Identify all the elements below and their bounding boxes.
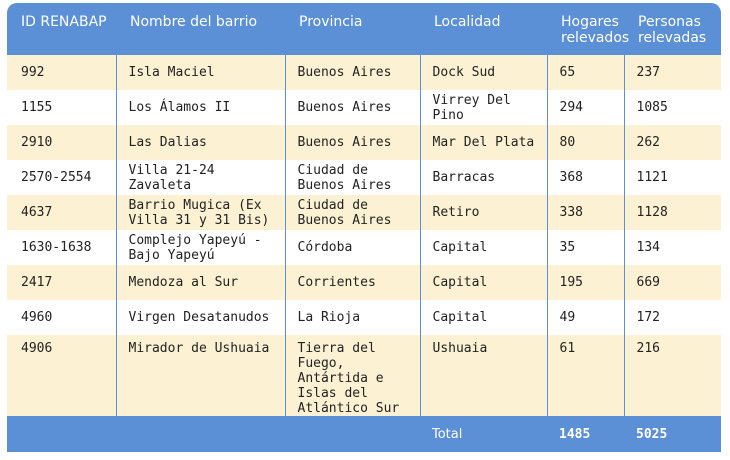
cell-hogares: 49 [547,300,624,335]
total-personas: 5025 [624,416,721,452]
cell-provincia: Buenos Aires [285,125,420,160]
total-hogares: 1485 [547,416,624,452]
header-hogares: Hogares relevados [547,3,624,55]
cell-personas: 669 [624,265,721,300]
cell-hogares: 80 [547,125,624,160]
header-localidad: Localidad [420,3,547,55]
table-row [7,160,721,195]
cell-localidad: Capital [420,230,547,265]
table-row [7,265,721,300]
table-row [7,230,721,265]
cell-barrio: Los Álamos II [116,90,285,125]
cell-id: 2417 [7,265,116,300]
header-row [7,3,721,55]
cell-id: 1630-1638 [7,230,116,265]
cell-provincia: Tierra del Fuego, Antártida e Islas del Atlántico Sur [285,335,420,416]
cell-localidad: Retiro [420,195,547,230]
table-row [7,300,721,335]
header-barrio: Nombre del barrio [116,3,285,55]
cell-localidad: Virrey Del Pino [420,90,547,125]
cell-id: 2910 [7,125,116,160]
cell-localidad: Barracas [420,160,547,195]
cell-id: 4637 [7,195,116,230]
table-row [7,125,721,160]
header-id: ID RENABAP [7,3,116,55]
cell-localidad: Capital [420,300,547,335]
cell-localidad: Ushuaia [420,335,547,416]
cell-provincia: Buenos Aires [285,90,420,125]
cell-localidad: Capital [420,265,547,300]
cell-personas: 134 [624,230,721,265]
cell-id: 1155 [7,90,116,125]
cell-barrio: Villa 21-24 Zavaleta [116,160,285,195]
cell-provincia: Ciudad de Buenos Aires [285,160,420,195]
cell-personas: 1128 [624,195,721,230]
cell-personas: 262 [624,125,721,160]
cell-barrio: Complejo Yapeyú - Bajo Yapeyú [116,230,285,265]
cell-hogares: 368 [547,160,624,195]
cell-barrio: Las Dalias [116,125,285,160]
data-table-container [7,3,721,460]
barrios-table [7,3,721,452]
header-personas: Personas relevadas [624,3,721,55]
cell-localidad: Dock Sud [420,55,547,90]
table-row [7,195,721,230]
table-row [7,335,721,416]
cell-barrio: Mendoza al Sur [116,265,285,300]
cell-provincia: La Rioja [285,300,420,335]
cell-personas: 237 [624,55,721,90]
cell-id: 992 [7,55,116,90]
cell-barrio: Mirador de Ushuaia [116,335,285,416]
cell-hogares: 195 [547,265,624,300]
cell-personas: 1121 [624,160,721,195]
cell-id: 4906 [7,335,116,416]
cell-hogares: 294 [547,90,624,125]
cell-provincia: Corrientes [285,265,420,300]
cell-personas: 172 [624,300,721,335]
cell-hogares: 35 [547,230,624,265]
cell-provincia: Ciudad de Buenos Aires [285,195,420,230]
header-provincia: Provincia [285,3,420,55]
cell-provincia: Córdoba [285,230,420,265]
cell-hogares: 338 [547,195,624,230]
cell-id: 4960 [7,300,116,335]
cell-hogares: 61 [547,335,624,416]
total-label: Total [420,416,547,452]
table-row [7,90,721,125]
cell-barrio: Barrio Mugica (Ex Villa 31 y 31 Bis) [116,195,285,230]
cell-hogares: 65 [547,55,624,90]
cell-provincia: Buenos Aires [285,55,420,90]
cell-personas: 216 [624,335,721,416]
total-row [7,416,721,452]
cell-personas: 1085 [624,90,721,125]
table-row [7,55,721,90]
cell-barrio: Virgen Desatanudos [116,300,285,335]
cell-localidad: Mar Del Plata [420,125,547,160]
cell-barrio: Isla Maciel [116,55,285,90]
cell-id: 2570-2554 [7,160,116,195]
